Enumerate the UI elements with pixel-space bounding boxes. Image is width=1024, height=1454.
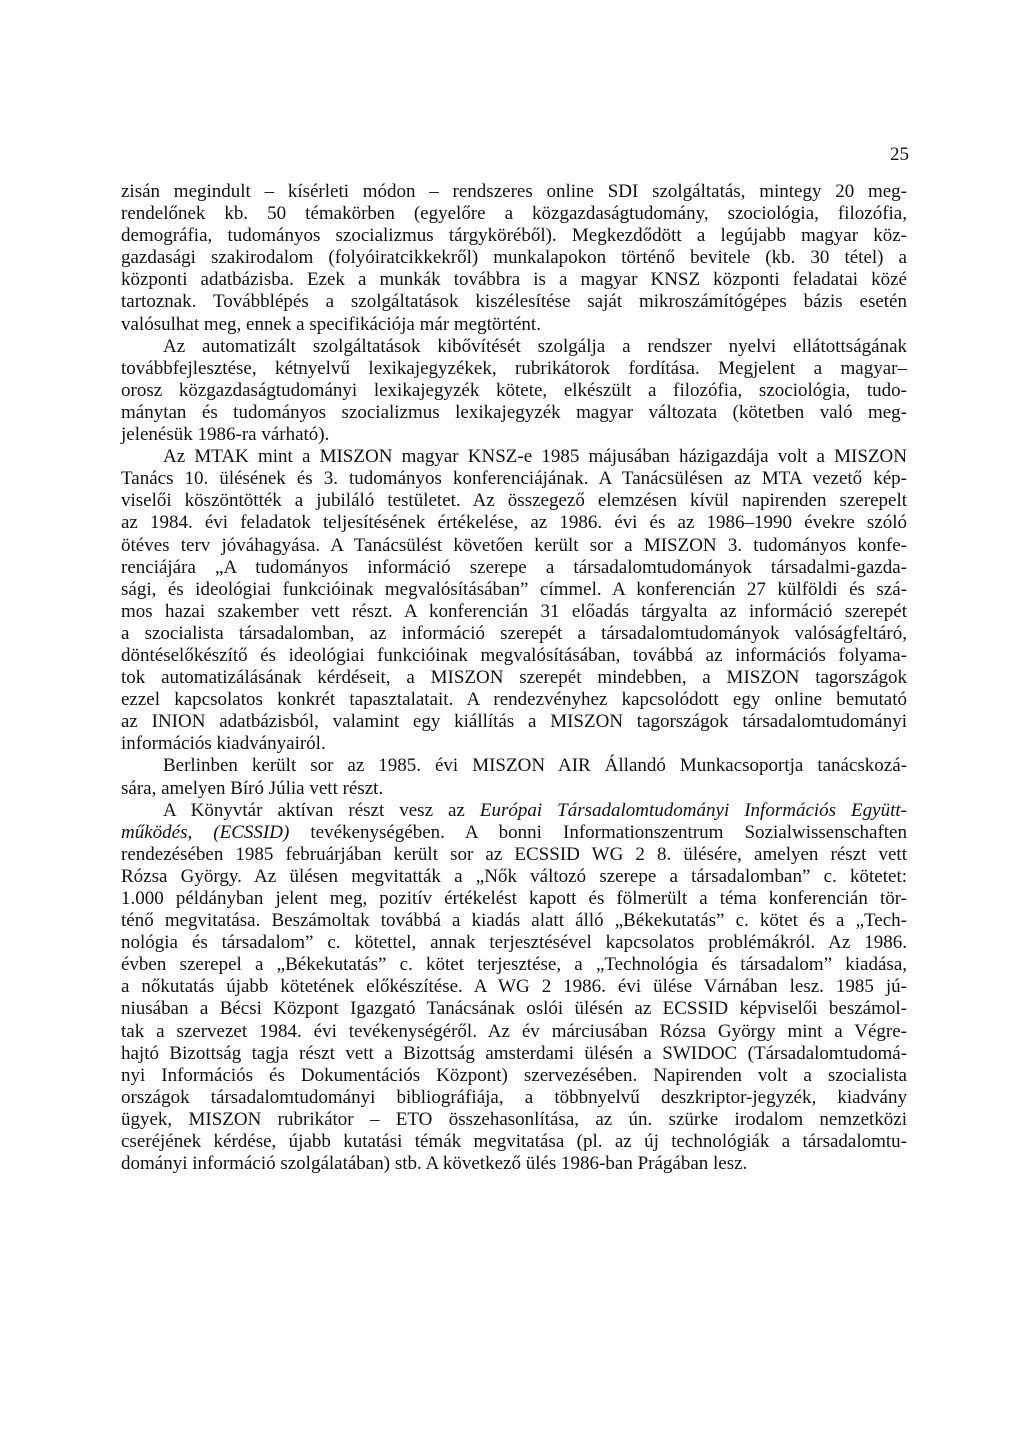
text-line: tartoznak. Továbblépés a szolgáltatások kiszélesítése saját mikroszámítógépes bázis esetén — [121, 291, 907, 313]
text-line: az 1984. évi feladatok teljesítésének értékelése, az 1986. évi és az 1986–1990 évekre szóló — [121, 512, 907, 534]
text-line: Az automatizált szolgáltatások kibővítését szolgálja a rendszer nyelvi ellátottságának — [163, 335, 907, 357]
text-line: Tanács 10. ülésének és 3. tudományos konferenciájának. A Tanácsülésen az MTA vezető kép- — [121, 468, 907, 490]
text-line: jelenésük 1986-ra várható). — [121, 424, 330, 446]
text-line: ötéves terv jóváhagyása. A Tanácsülést követően került sor a MISZON 3. tudományos konfe- — [121, 534, 907, 556]
text-line: gazdasági szakirodalom (folyóiratcikkekről) munkalapokon történő bevitele (kb. 30 tétel) a — [121, 247, 907, 269]
text-line: központi adatbázisba. Ezek a munkák továbbra is a magyar KNSZ központi feladatai közé — [121, 269, 907, 291]
text-line: sára, amelyen Bíró Júlia vett részt. — [121, 777, 384, 799]
body-text — [121, 181, 907, 1175]
text-line: nyi Információs és Dokumentációs Központ) szervezésében. Napirenden volt a szocialista — [121, 1064, 907, 1086]
text-line: továbbfejlesztése, kétnyelvű lexikajegyzékek, rubrikátorok fordítása. Megjelent a magyar– — [121, 357, 907, 379]
text-line: 1.000 példányban jelent meg, pozitív értékelést kapott és fölmerült a téma konferencián tör- — [121, 888, 907, 909]
page-number: 25 — [890, 144, 909, 165]
text-line: döntéselőkészítő és ideológiai funkcióinak megvalósításában, továbbá az információs folyama- — [121, 644, 907, 666]
text-line: renciájára „A tudományos információ szerepe a társadalomtudományok társadalmi-gazda- — [121, 556, 907, 578]
text-line: Az MTAK mint a MISZON magyar KNSZ-e 1985 májusában házigazdája volt a MISZON — [163, 446, 907, 468]
text-line: ténő megvitatása. Beszámoltak továbbá a kiadás alatt álló „Békekutatás” c. kötet és a „Tech- — [121, 910, 907, 932]
text-line: niusában a Bécsi Központ Igazgató Tanácsának oslói ülésén az ECSSID képviselői beszámol- — [121, 998, 907, 1020]
text-line: nológia és társadalom” c. kötettel, annak terjesztésével kapcsolatos problémákról. Az 1986. — [121, 932, 907, 954]
text-line: ezzel kapcsolatos konkrét tapasztalatait. A rendezvényhez kapcsolódott egy online bemutató — [121, 689, 907, 711]
italic-title: működés, (ECSSID) — [121, 821, 290, 843]
text-line: dományi információ szolgálatában) stb. A következő ülés 1986-ban Prágában lesz. — [121, 1153, 748, 1175]
text-line: tok automatizálásának kérdéseit, a MISZON szerepét mindebben, a MISZON tagországok — [121, 667, 907, 689]
text-line: valósulhat meg, ennek a specifikációja már megtörtént. — [121, 313, 541, 335]
text-line: cseréjének kérdése, újabb kutatási témák megvitatása (pl. az új technológiák a társadalomtu- — [121, 1131, 907, 1153]
text-line: mánytan és tudományos szocializmus lexikajegyzék magyar változata (kötetben való meg- — [121, 401, 907, 423]
paragraph — [121, 800, 907, 1176]
text-line: zisán megindult – kísérleti módon – rendszeres online SDI szolgáltatás, mintegy 20 meg- — [121, 181, 907, 202]
paragraph — [121, 181, 907, 336]
text-line: információs kiadványairól. — [121, 733, 326, 755]
paragraph — [121, 755, 907, 799]
text-line: Berlinben került sor az 1985. évi MISZON AIR Állandó Munkacsoportja tanácskozá- — [163, 755, 907, 777]
text-line: rendezésében 1985 februárjában került sor az ECSSID WG 2 8. ülésére, amelyen részt vett — [121, 843, 907, 865]
paragraph — [121, 446, 907, 755]
text-line: viselői köszöntötték a jubiláló testületet. Az összegező elemzésen kívül napirenden szerepelt — [121, 490, 907, 512]
text-line: a nőkutatás újabb kötetének előkészítése. A WG 2 1986. évi ülése Várnában lesz. 1985 jú- — [121, 976, 907, 998]
text-line: a szocialista társadalomban, az információ szerepét a társadalomtudományok valóságfeltáró, — [121, 622, 907, 644]
text-line: országok társadalomtudományi bibliográfiája, a többnyelvű deszkriptor-jegyzék, kiadvány — [121, 1086, 907, 1108]
text-line: ügyek, MISZON rubrikátor – ETO összehasonlítása, az ún. szürke irodalom nemzetközi — [121, 1108, 907, 1130]
text-line: az INION adatbázisból, valamint egy kiállítás a MISZON tagországok társadalomtudományi — [121, 711, 907, 733]
text-line: hajtó Bizottság tagja részt vett a Bizottság amsterdami ülésén a SWIDOC (Társadalomtudomá- — [121, 1042, 907, 1064]
text-line: évben szerepel a „Békekutatás” c. kötet terjesztése, a „Technológia és társadalom” kiadása, — [121, 954, 907, 976]
text-line: orosz közgazdaságtudományi lexikajegyzék kötete, elkészült a filozófia, szociológia, tudo- — [121, 379, 907, 401]
italic-title: Európai Társadalomtudományi Információs Együtt- — [479, 799, 907, 821]
text-line: sági, és ideológiai funkcióinak megvalósításában” címmel. A konferencián 27 külföldi és szá- — [121, 578, 907, 600]
text-line: Rózsa György. Az ülésen megvitatták a „Nők változó szerepe a társadalomban” c. kötetet: — [121, 865, 907, 887]
text-line: működés, (ECSSID) tevékenységében. A bonni Informationszentrum Sozialwissenschaften — [121, 821, 907, 843]
text-line: A Könyvtár aktívan részt vesz az Európai Társadalomtudományi Információs Együtt- — [163, 799, 907, 821]
text-line: demográfia, tudományos szocializmus tárgyköréből). Megkezdődött a legújabb magyar köz- — [121, 225, 907, 247]
text-line: tak a szervezet 1984. évi tevékenységéről. Az év márciusában Rózsa György mint a Végre- — [121, 1020, 907, 1042]
text-line: mos hazai szakember vett részt. A konferencián 31 előadás tárgyalta az információ szerepét — [121, 600, 907, 622]
text-line: rendelőnek kb. 50 témakörben (egyelőre a közgazdaságtudomány, szociológia, filozófia, — [121, 203, 907, 225]
paragraph — [121, 336, 907, 446]
